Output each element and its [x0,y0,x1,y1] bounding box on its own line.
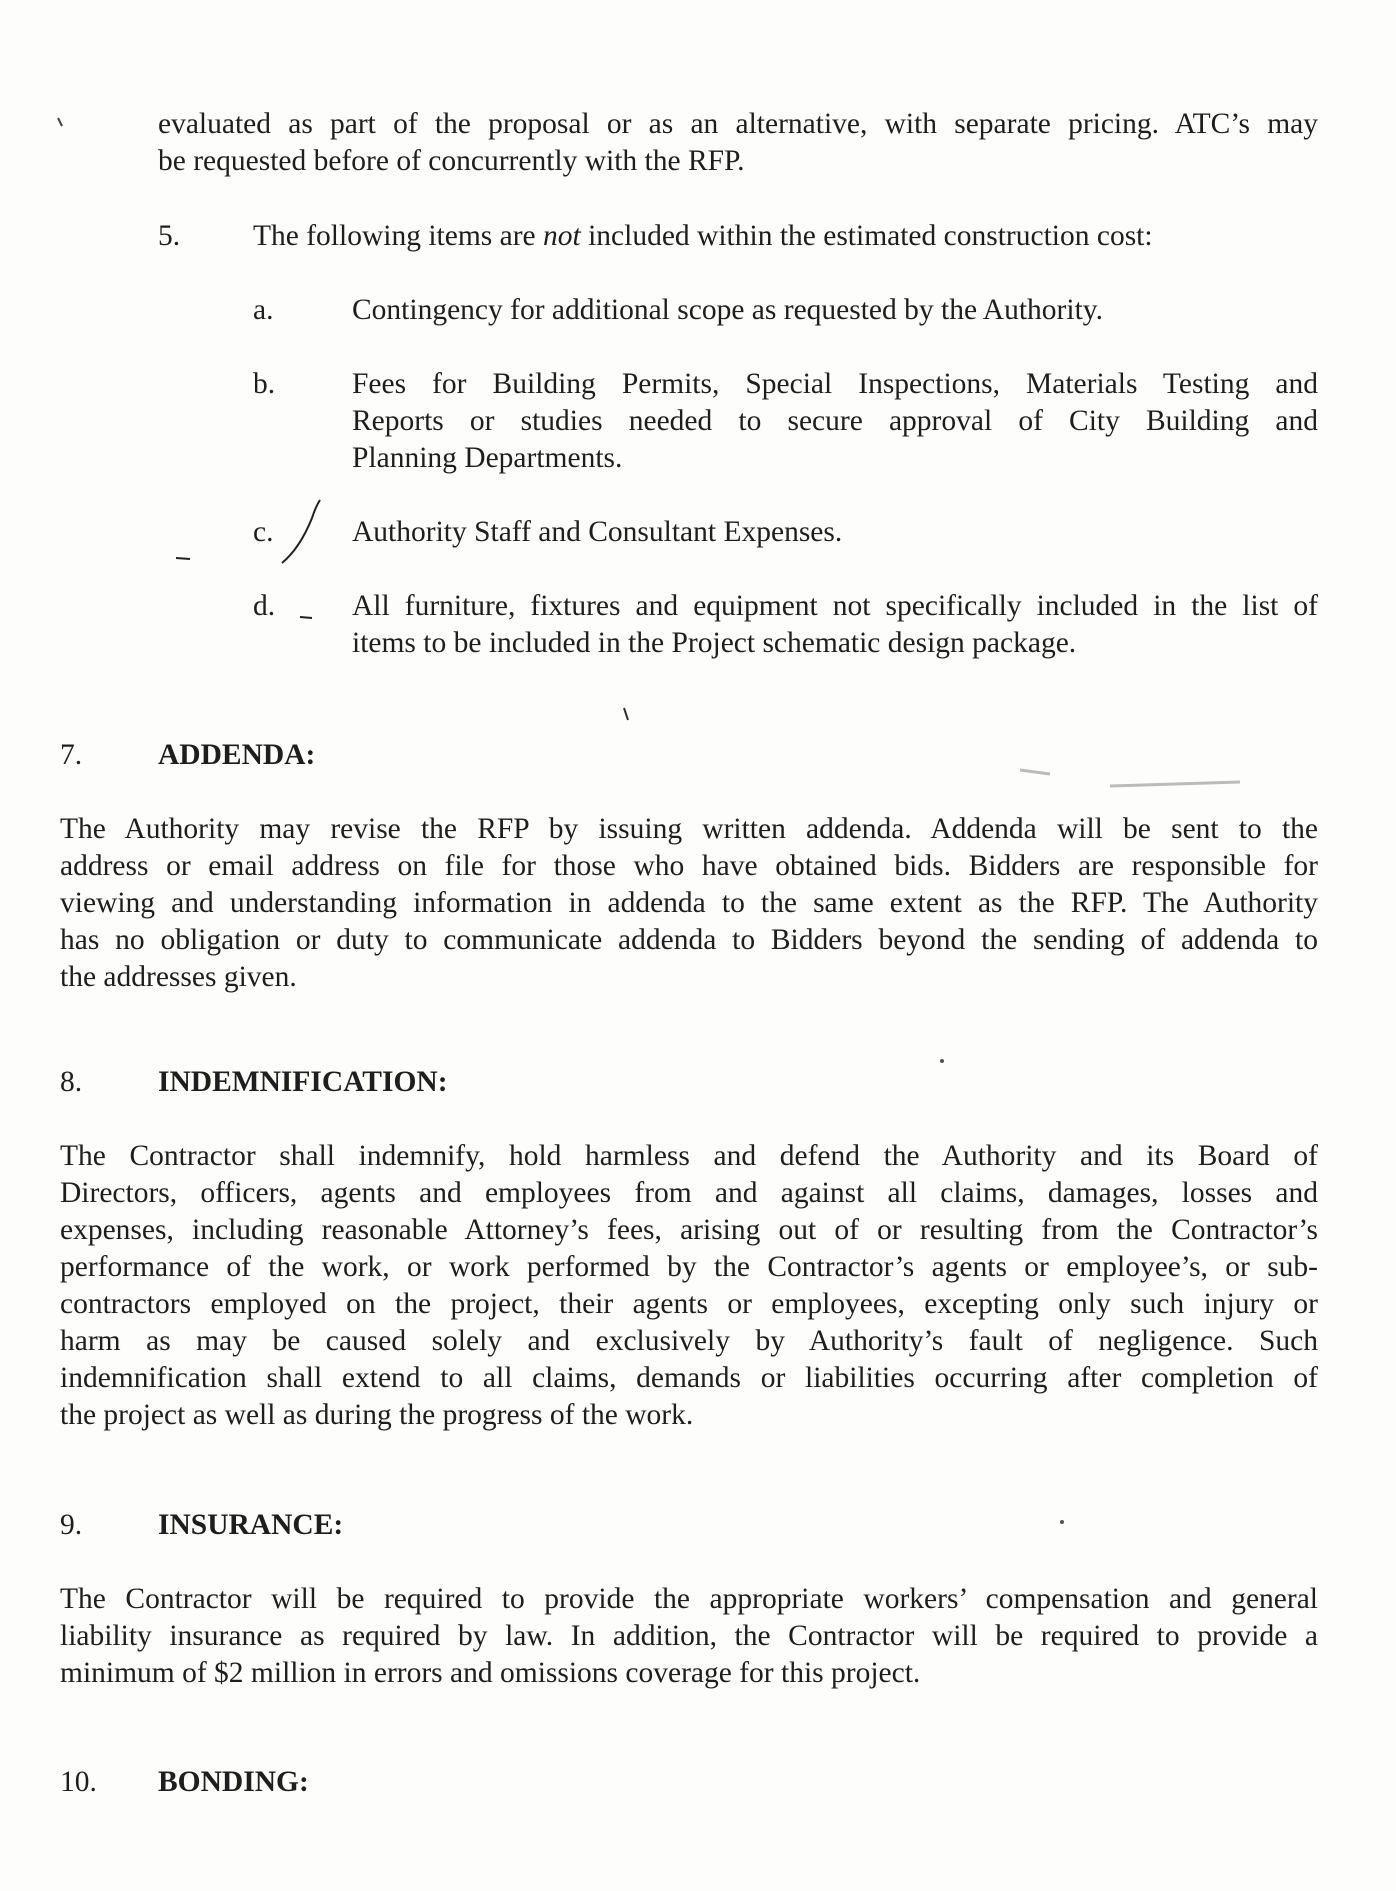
scan-smudge [1020,770,1050,774]
scan-speck [940,1059,944,1063]
section-line: indemnification shall extend to all claims, demands or liabilities occurring after completion of [60,1362,1318,1394]
section-line: address or email address on file for those who have obtained bids. Bidders are responsible for [60,850,1318,882]
subitem-letter: d. [253,590,276,622]
item-5-text-italic: not [543,220,581,252]
section-line: The Contractor shall indemnify, hold harmless and defend the Authority and its Board of [60,1140,1318,1172]
section-number: 8. [60,1066,83,1098]
scan-smudge [1110,782,1240,786]
section-line: has no obligation or duty to communicate addenda to Bidders beyond the sending of addenda to [60,924,1318,956]
intro-line: be requested before of concurrently with the RFP. [158,145,745,177]
section-line: liability insurance as required by law. In addition, the Contractor will be required to provide a [60,1620,1318,1652]
section-heading: INDEMNIFICATION: [158,1066,448,1098]
subitem-letter: a. [253,294,274,326]
subitem-line: items to be included in the Project schematic design package. [352,627,1077,659]
subitem-letter: c. [253,516,274,548]
scan-speck [58,118,62,126]
section-line: viewing and understanding information in addenda to the same extent as the RFP. The Authority [60,887,1318,919]
section-line: contractors employed on the project, their agents or employees, excepting only such injury or [60,1288,1318,1320]
item-5-text [253,218,1153,255]
item-5-number: 5. [158,220,181,252]
section-heading: ADDENDA: [158,739,316,771]
section-line: the project as well as during the progress of the work. [60,1399,694,1431]
section-number: 7. [60,739,83,771]
pen-dash-mark [300,617,312,618]
section-heading: INSURANCE: [158,1509,344,1541]
intro-line: evaluated as part of the proposal or as an alternative, with separate pricing. ATC’s may [158,108,1318,140]
subitem-line: Fees for Building Permits, Special Inspections, Materials Testing and [352,368,1318,400]
scan-speck [624,708,628,720]
section-line: The Contractor will be required to provide the appropriate workers’ compensation and general [60,1583,1318,1615]
subitem-letter: b. [253,368,276,400]
scan-speck [1060,1520,1064,1524]
subitem-line: Planning Departments. [352,442,623,474]
section-line: The Authority may revise the RFP by issuing written addenda. Addenda will be sent to the [60,813,1318,845]
pen-check-mark [282,500,320,563]
section-line: Directors, officers, agents and employees from and against all claims, damages, losses and [60,1177,1318,1209]
subitem-line: Reports or studies needed to secure approval of City Building and [352,405,1318,437]
section-line: harm as may be caused solely and exclusively by Authority’s fault of negligence. Such [60,1325,1318,1357]
subitem-line: Authority Staff and Consultant Expenses. [352,516,843,548]
section-number: 10. [60,1766,97,1798]
item-5-text-before: The following items are [253,220,544,252]
subitem-line: All furniture, fixtures and equipment not specifically included in the list of [352,590,1318,622]
subitem-line: Contingency for additional scope as requested by the Authority. [352,294,1103,326]
section-heading: BONDING: [158,1766,309,1798]
section-line: performance of the work, or work performed by the Contractor’s agents or employee’s, or sub- [60,1251,1318,1283]
pen-dash-mark [176,558,190,559]
item-5-text-after: included within the estimated construction cost: [580,220,1153,252]
section-line: the addresses given. [60,961,297,993]
section-line: expenses, including reasonable Attorney’s fees, arising out of or resulting from the Contractor’s [60,1214,1318,1246]
section-line: minimum of $2 million in errors and omissions coverage for this project. [60,1657,921,1689]
section-number: 9. [60,1509,83,1541]
